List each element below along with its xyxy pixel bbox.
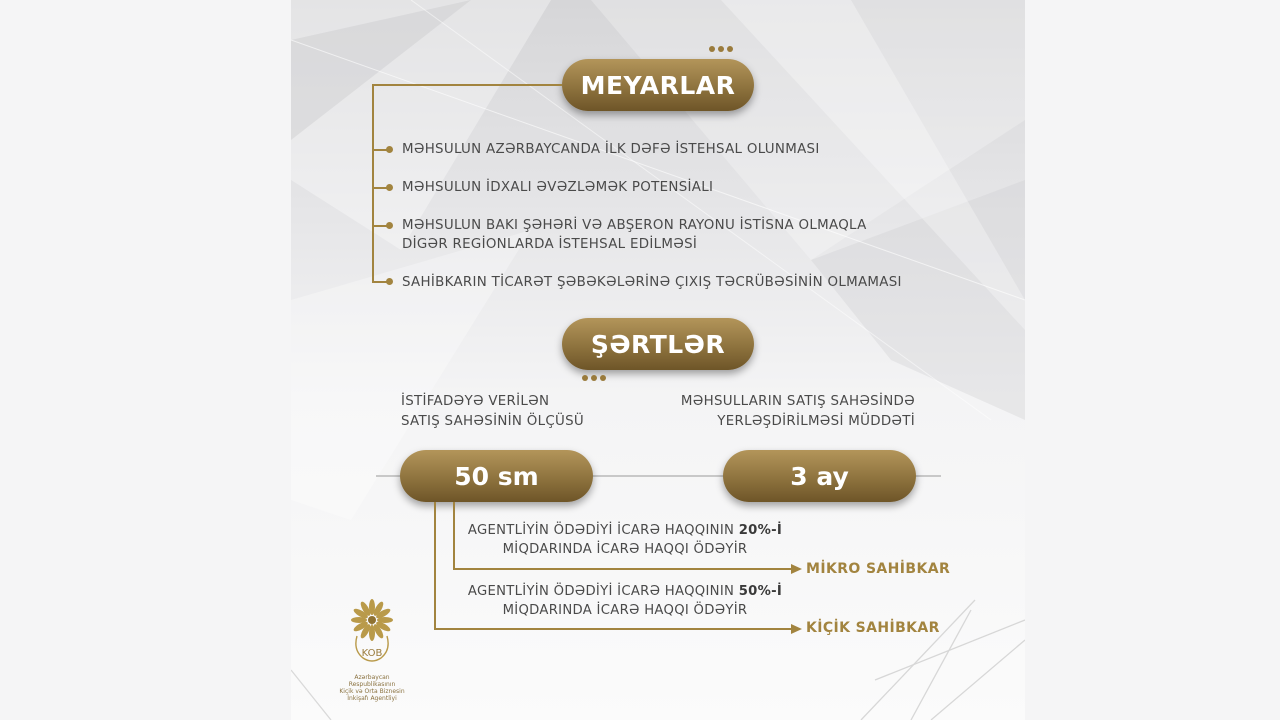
infographic-poster bbox=[291, 0, 1025, 720]
arrow-right-icon bbox=[791, 564, 802, 574]
micro-rent-text-line2: MİQDARINDA İCARƏ HAQQI ÖDƏYİR bbox=[502, 542, 748, 557]
small-rent-percent: 50%-İ bbox=[738, 584, 783, 599]
criteria-bracket-vertical bbox=[372, 84, 374, 282]
micro-business-label: MİKRO SAHİBKAR bbox=[806, 561, 951, 577]
logo-caption: İnkişafı Agentliyi bbox=[347, 695, 397, 702]
logo-caption: Kiçik və Orta Biznesin bbox=[339, 688, 405, 695]
arrow-line-small bbox=[434, 628, 793, 630]
kob-abbr: KOB bbox=[361, 648, 383, 659]
micro-rent-percent: 20%-İ bbox=[738, 523, 783, 538]
criterion-item-continued: DİGƏR REGİONLARDA İSTEHSAL EDİLMƏSİ bbox=[402, 237, 698, 252]
decorative-dots bbox=[709, 46, 733, 52]
arrow-line-micro bbox=[453, 568, 793, 570]
logo-caption: Azərbaycan Respublikasının bbox=[348, 674, 396, 688]
arrow-right-icon bbox=[791, 624, 802, 634]
branch-line-micro bbox=[453, 502, 455, 570]
branch-line-small bbox=[434, 502, 436, 630]
micro-rent-text: AGENTLİYİN ÖDƏDİYİ İCARƏ HAQQININ 20%-İ bbox=[467, 523, 783, 538]
bullet-icon bbox=[386, 278, 393, 285]
criterion-item: MƏHSULUN İDXALI ƏVƏZLƏMƏK POTENSİALI bbox=[402, 180, 714, 195]
criteria-bracket-top bbox=[372, 84, 562, 86]
decorative-dots bbox=[582, 375, 606, 381]
small-business-label: KİÇİK SAHİBKAR bbox=[806, 620, 940, 636]
duration-label: YERLƏŞDİRİLMƏSİ MÜDDƏTİ bbox=[717, 414, 915, 429]
criterion-item: MƏHSULUN AZƏRBAYCANDA İLK DƏFƏ İSTEHSAL OLUNMASI bbox=[402, 142, 820, 157]
duration-label: MƏHSULLARIN SATIŞ SAHƏSİNDƏ bbox=[680, 394, 915, 409]
bullet-icon bbox=[386, 222, 393, 229]
area-label: İSTİFADƏYƏ VERİLƏN bbox=[401, 394, 550, 409]
kob-logo bbox=[331, 596, 413, 702]
bullet-icon bbox=[386, 146, 393, 153]
bullet-icon bbox=[386, 184, 393, 191]
criteria-title: MEYARLAR bbox=[562, 59, 754, 111]
duration-value: 3 ay bbox=[723, 450, 916, 502]
conditions-title: ŞƏRTLƏR bbox=[562, 318, 754, 370]
small-rent-text: AGENTLİYİN ÖDƏDİYİ İCARƏ HAQQININ 50%-İ bbox=[467, 584, 783, 599]
criterion-item: SAHİBKARIN TİCARƏT ŞƏBƏKƏLƏRİNƏ ÇIXIŞ TƏCRÜBƏSİNİN OLMAMASI bbox=[402, 275, 902, 290]
area-label: SATIŞ SAHƏSİNİN ÖLÇÜSÜ bbox=[401, 414, 585, 429]
area-value: 50 sm bbox=[400, 450, 593, 502]
small-rent-text-line2: MİQDARINDA İCARƏ HAQQI ÖDƏYİR bbox=[502, 603, 748, 618]
criterion-item: MƏHSULUN BAKI ŞƏHƏRİ VƏ ABŞERON RAYONU İSTİSNA OLMAQLA bbox=[402, 218, 867, 233]
